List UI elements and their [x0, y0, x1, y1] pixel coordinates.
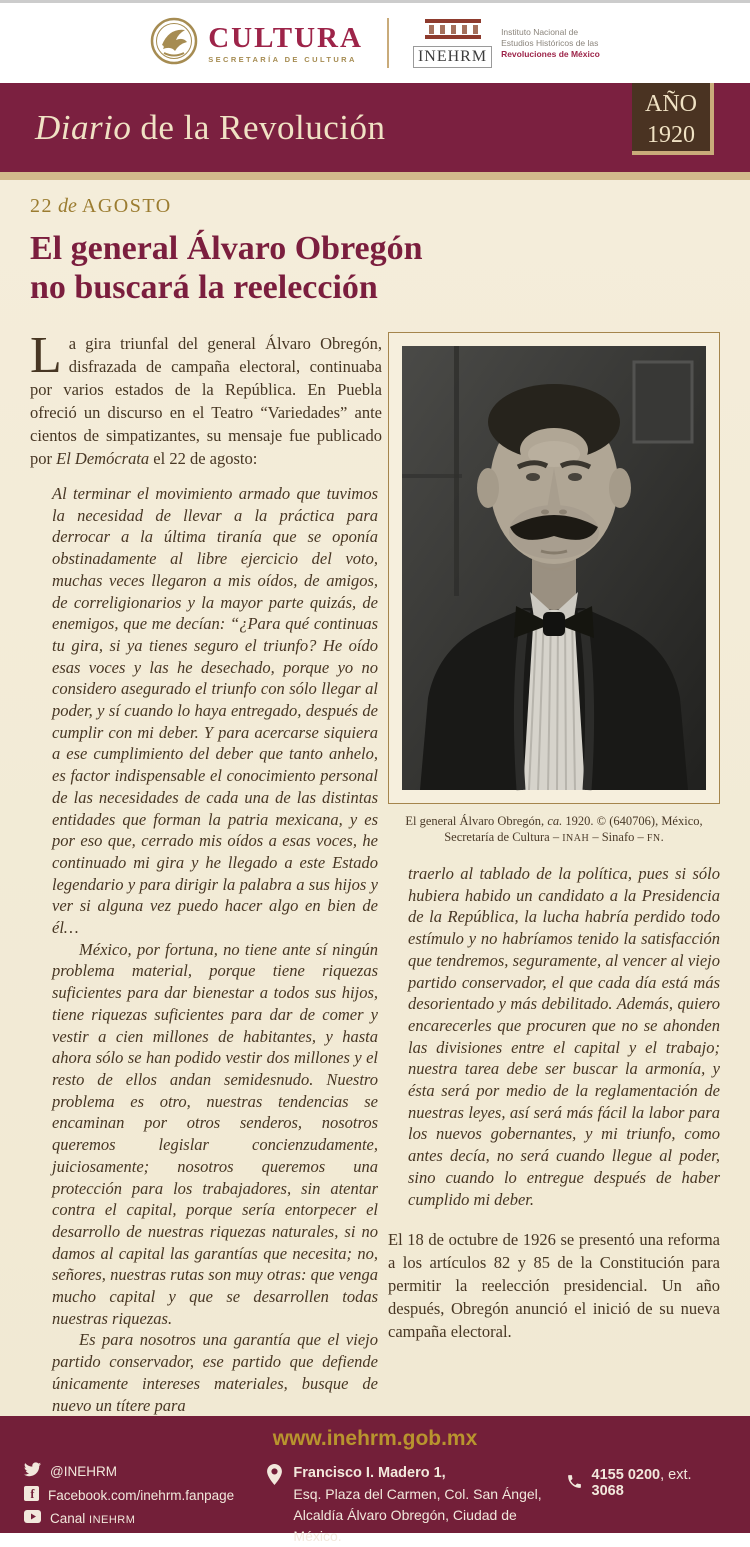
social-item-facebook[interactable] [24, 1486, 253, 1504]
photo-frame [388, 332, 720, 804]
address-line2: Esq. Plaza del Carmen, Col. San Ángel, [293, 1486, 542, 1503]
inehrm-desc-line2: Estudios Históricos de las [501, 37, 599, 48]
facebook-icon [24, 1486, 39, 1504]
quote-paragraph-1: Al terminar el movimiento armado que tuvimos la necesidad de llevar a la práctica para derrocar a la última tiranía que se oponía obstinadamente al libre ejercicio del voto, muchas veces llegaron a mis oídos, de amigos, de correligionarios y la mayor parte quizás, de enemigos, que me decían: “¿Para qué continuas tu gira, si ya tienes seguro el triunfo? He oído esas voces y las he desechado, porque yo no considero asegurado el triunfo con sólo llegar al poder, y sí cuando lo haya entregado, después de cumplir con mi deber. Y para acercarse siquiera a ese cumplimiento del deber que tanto anhelo, es factor indispensable el conocimiento personal de las necesidades de cada una de las distintas entidades que forman la patria mexicana, y es por eso que, cerrado mis oídos a esas voces, he continuado mi gira y he llegado a este Estado legendario y para dirigir la palabra a sus hijos y ver si alguna vez puedo hacer algo en bien de él… [52, 484, 378, 938]
closing-paragraph: El 18 de octubre de 1926 se presentó una reforma a los artículos 82 y 85 de la Constitución para permitir la reelección presidencial. Un año después, Obregón anunció el inició de su nueva campaña electoral. [388, 1230, 720, 1342]
address-block [267, 1462, 565, 1547]
article-date [30, 195, 720, 218]
article-title-line2: no buscará la reelección [30, 269, 378, 306]
youtube-icon [24, 1510, 41, 1526]
youtube-label: Canal [50, 1510, 90, 1526]
caption-fn: FN [646, 833, 661, 844]
caption-l2end: . [660, 830, 664, 844]
photo-caption [388, 813, 720, 847]
intro-pre: a gira triunfal del general Álvaro Obregón, disfrazada de campaña electoral, continuaba por varios estados de la República. En Puebla ofreció un discurso en el Teatro “Variedades” ante cientos de simpatizantes, su mensaje fue publicado por [30, 334, 382, 468]
inehrm-building-icon [423, 19, 483, 44]
article-title-line1: El general Álvaro Obregón [30, 230, 423, 267]
phone-ext-label: , ext. [660, 1467, 692, 1484]
cultura-subtitle: SECRETARÍA DE CULTURA [208, 54, 357, 64]
footer [0, 1416, 750, 1545]
svg-text:f: f [30, 1487, 35, 1502]
banner-title-italic: Diario [35, 107, 132, 147]
location-pin-icon [267, 1462, 282, 1547]
address-line1: Francisco I. Madero 1, [293, 1465, 446, 1482]
intro-paragraph [30, 327, 382, 470]
footer-url[interactable]: www.inehrm.gob.mx [272, 1427, 478, 1451]
facebook-page: Facebook.com/inehrm.fanpage [48, 1487, 235, 1503]
phone-number: 4155 0200 [591, 1467, 661, 1484]
right-column [388, 332, 720, 1416]
year-label: AÑO [645, 91, 697, 117]
inehrm-description [501, 27, 600, 60]
article-content [0, 180, 750, 1416]
intro-italic: El Demócrata [56, 449, 150, 468]
year-box [632, 83, 714, 155]
inehrm-desc-line3: Revoluciones de México [501, 48, 600, 59]
inehrm-logo [413, 19, 600, 68]
phone-icon [566, 1473, 583, 1494]
banner [0, 83, 750, 172]
date-month: AGOSTO [81, 195, 172, 217]
caption-ca: ca. [547, 814, 563, 828]
header-divider [387, 18, 389, 68]
date-day: 22 [30, 195, 53, 217]
inehrm-desc-line1: Instituto Nacional de [501, 26, 579, 37]
banner-title-rest: de la Revolución [140, 107, 386, 147]
left-column [30, 327, 382, 1416]
twitter-handle: @INEHRM [50, 1463, 117, 1479]
phone-block[interactable] [566, 1462, 726, 1499]
intro-post: el 22 de agosto: [149, 449, 258, 468]
social-item-youtube[interactable] [24, 1510, 253, 1526]
youtube-label-caps: INEHRM [89, 1513, 136, 1526]
mexico-eagle-icon [150, 17, 198, 70]
inehrm-acronym: INEHRM [413, 46, 492, 68]
caption-inah: INAH [562, 833, 590, 844]
social-item-twitter[interactable] [24, 1462, 253, 1480]
tan-strip [0, 172, 750, 180]
caption-pre: El general Álvaro Obregón, [405, 814, 548, 828]
obregon-photo [402, 346, 706, 790]
quote-paragraph-2: México, por fortuna, no tiene ante sí ningún problema material, porque tiene riquezas suficientes para dar bienestar a todos sus hijos, tiene riquezas suficientes para dar de comer y vestir a cien millones de habitantes, y hasta ahora sólo se han podido vestir dos millones y el resto de ellos andan semidesnudo. Nuestro problema es otro, nuestras tendencias se encaminan por otros senderos, nosotros queremos legislar concienzudamente, juiciosamente; nosotros queremos una protección para los trabajadores, sin atentar contra el capital, porque sería entorpecer el desarrollo de nuestras riquezas naturales, si no damos al capital las garantías que necesita; no, señores, nuestras rutas son muy otras: que venga mucho capital y que se desarrollen todas nuestras riquezas. [52, 939, 378, 1328]
caption-l2mid: – Sinafo – [589, 830, 647, 844]
year-value: 1920 [647, 122, 695, 148]
caption-post: 1920. © (640706), México, [562, 814, 703, 828]
banner-title [35, 108, 386, 148]
twitter-icon [24, 1462, 41, 1480]
quote-paragraph-3: Es para nosotros una garantía que el viejo partido conservador, ese partido que defiende únicamente intereses materiales, busque de nuevo un títere para [52, 1330, 378, 1415]
institutional-header [0, 0, 750, 83]
article-title [30, 229, 720, 307]
phone-ext: 3068 [591, 1483, 624, 1500]
dropcap: L [30, 327, 62, 384]
social-links [24, 1462, 253, 1532]
cultura-wordmark: CULTURA [208, 21, 363, 54]
date-de: de [58, 195, 77, 217]
quote-paragraph-right: traerlo al tablado de la política, pues si sólo hubiera habido un candidato a la Presidencia de la República, la lucha habría perdido todo estímulo y no habríamos tenido la satisfacción que tendremos, seguramente, al vencer al viejo partido conservador, el que cada día está más desorientado y más debilitado. Además, quiero encarecerles que procuren que no se ahonden las divisiones entre el capital y el trabajo; nuestra tarea debe ser buscar la armonía, y ésta será por medio de la reglamentación de nuestras leyes, así será más fácil la labor para los nuevos gobernantes, y mi triunfo, como antes decía, no será cuando llegue al poder, sino cuando lo entregue después de haber cumplido mi deber. [408, 864, 720, 1209]
cultura-logo [150, 17, 363, 70]
caption-l2pre: Secretaría de Cultura – [444, 830, 563, 844]
address-line3: Alcaldía Álvaro Obregón, Ciudad de México. [293, 1507, 517, 1545]
